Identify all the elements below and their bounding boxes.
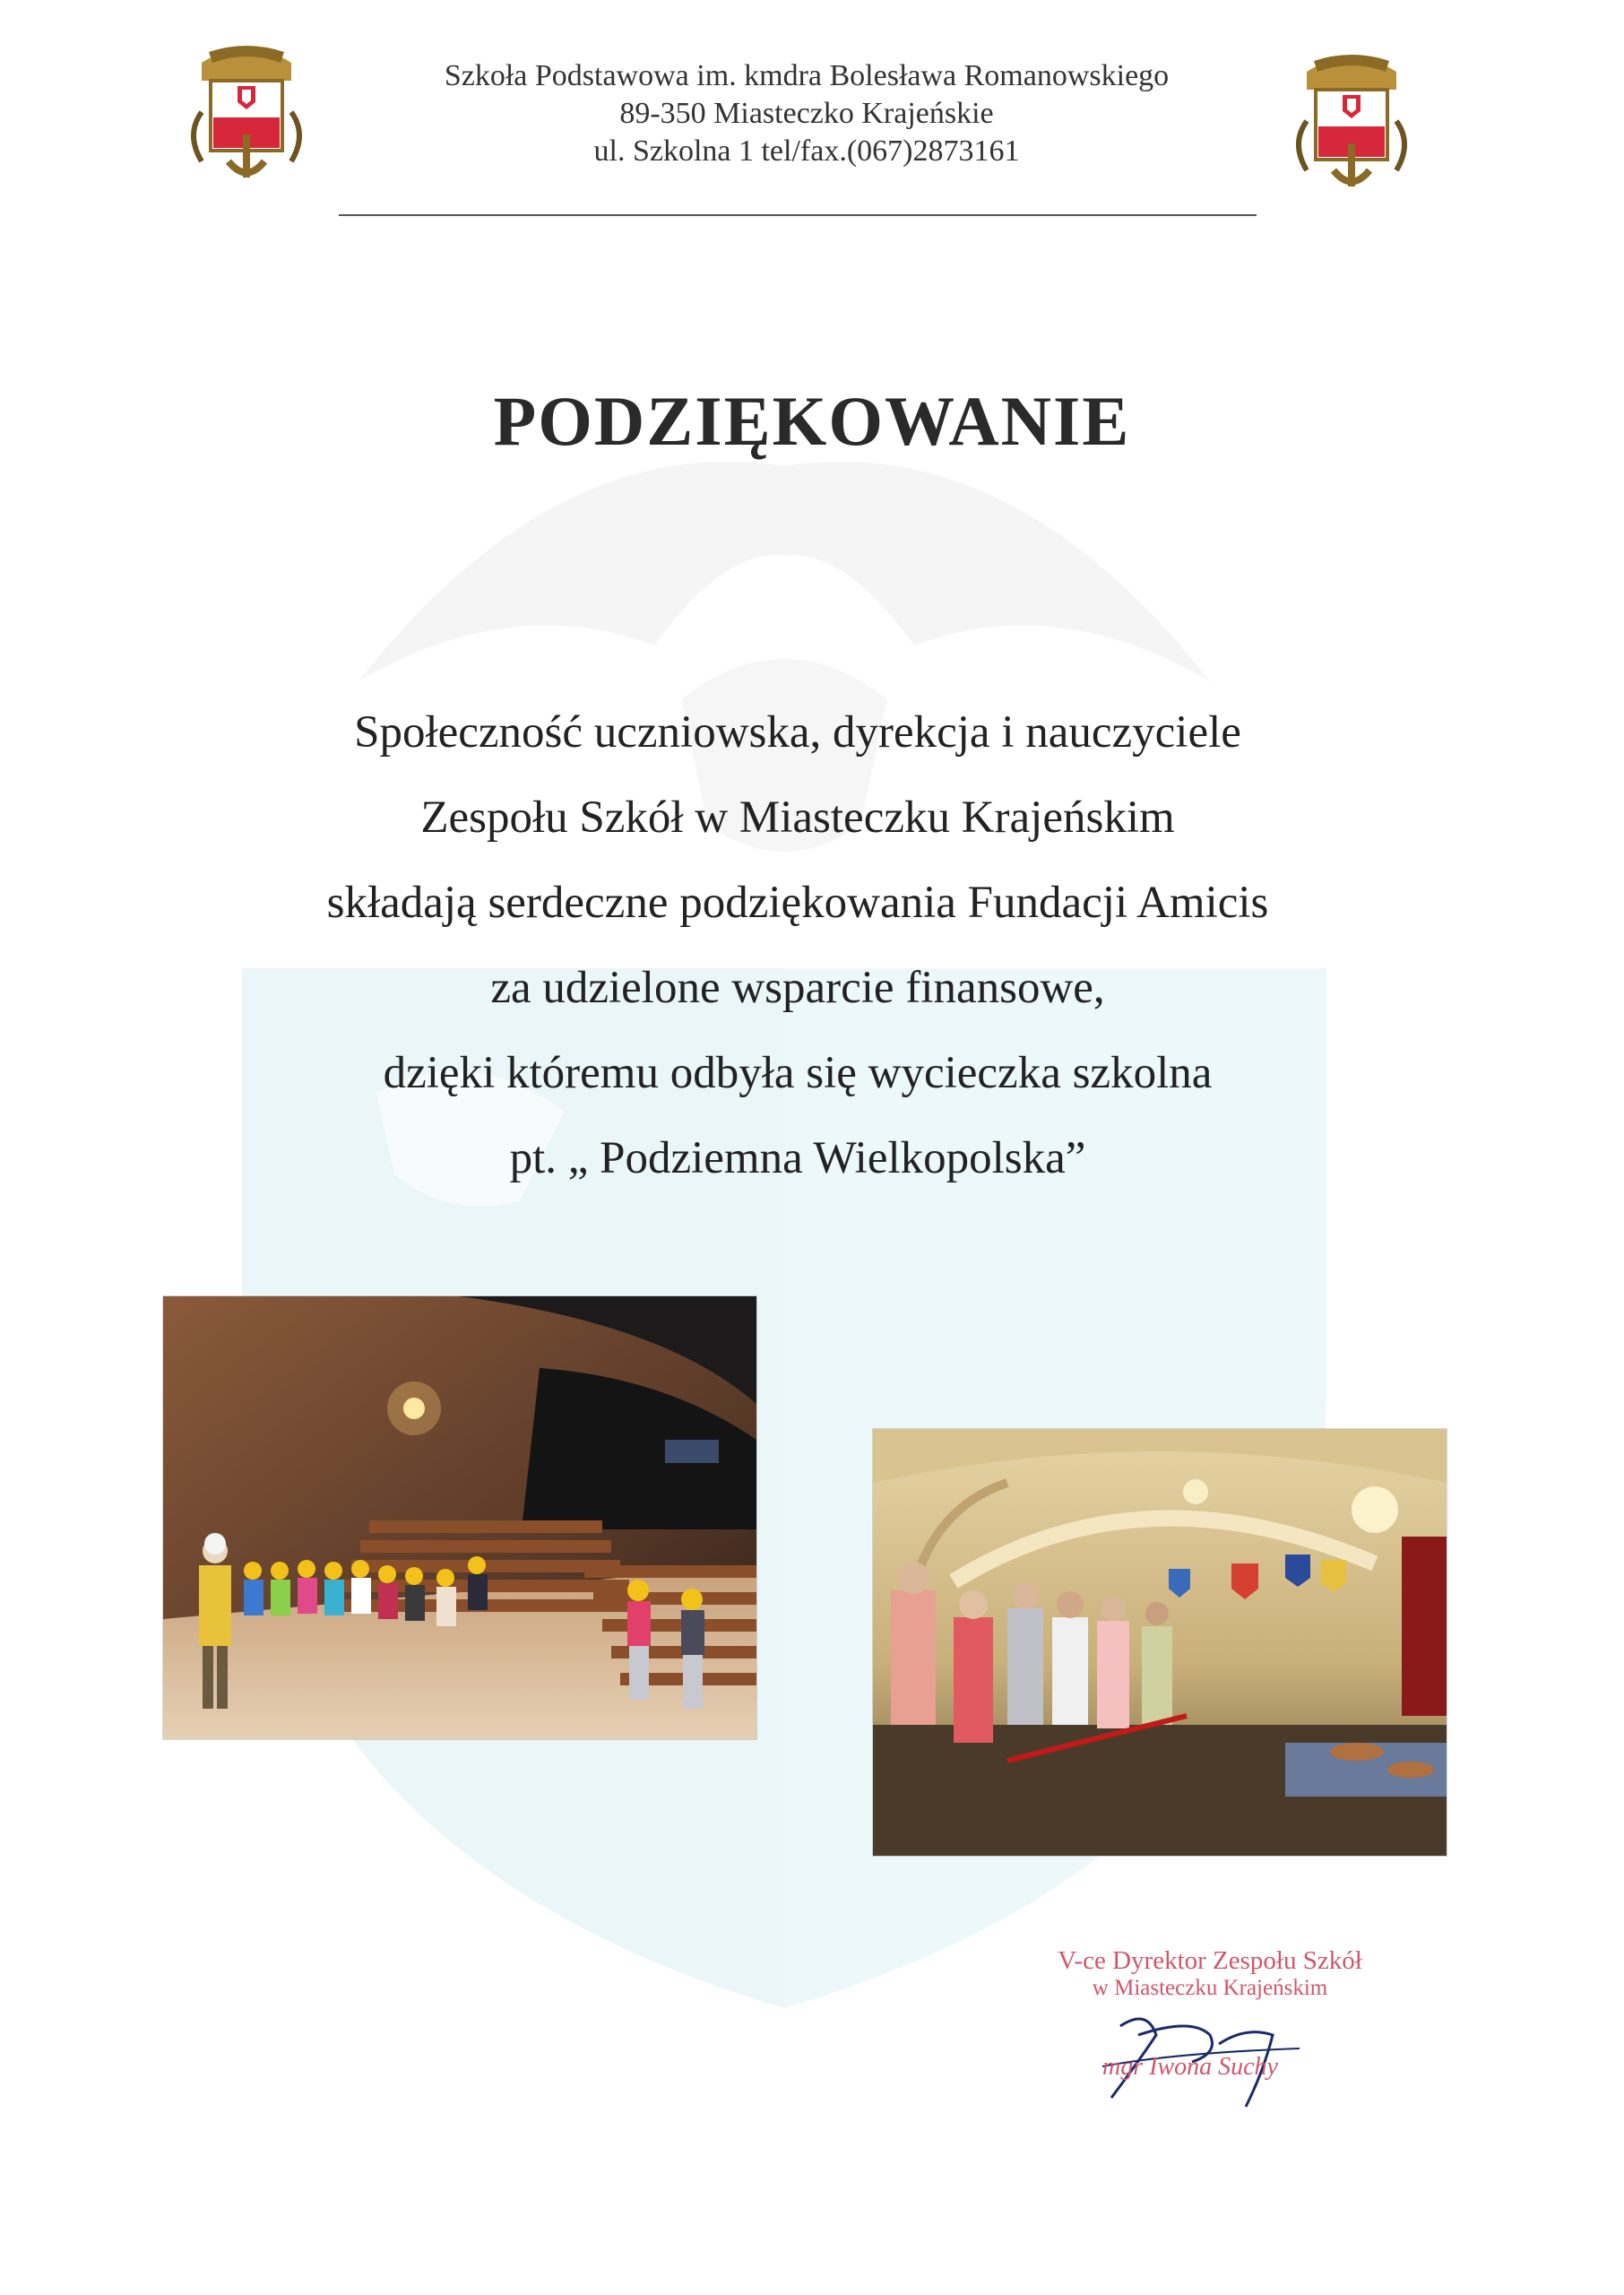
photo-underground-hall — [163, 1296, 756, 1739]
school-name: Szkoła Podstawowa im. kmdra Bolesława Romanowskiego — [444, 59, 1170, 92]
page-title: PODZIĘKOWANIE — [493, 382, 1131, 460]
photo-castle-hall — [873, 1429, 1447, 1856]
message-line: składają serdeczne podziękowania Fundacji Amicis — [326, 878, 1269, 928]
school-emblem-right — [1280, 36, 1423, 197]
school-emblem-left — [175, 27, 318, 188]
school-postal: 89-350 Miasteczko Krajeńskie — [619, 97, 994, 130]
message-line: Społeczność uczniowska, dyrekcja i nauczyciele — [354, 707, 1241, 758]
message-line: pt. „ Podziemna Wielkopolska” — [509, 1133, 1086, 1183]
message-line: Zespołu Szkół w Miasteczku Krajeńskim — [420, 792, 1175, 843]
message-line: dzięki któremu odbyła się wycieczka szkolna — [383, 1048, 1213, 1098]
signature-name: mgr Iwona Suchy — [1102, 2053, 1278, 2081]
message-line: za udzielone wsparcie finansowe, — [490, 963, 1105, 1013]
letterhead — [376, 57, 1237, 170]
signature-role: V-ce Dyrektor Zespołu Szkół — [1058, 1946, 1362, 1975]
school-contact: ul. Szkolna 1 tel/fax.(067)2873161 — [593, 134, 1020, 168]
header-divider — [339, 214, 1257, 216]
thanks-message — [143, 690, 1452, 1201]
signature-place: w Miasteczku Krajeńskim — [1092, 1976, 1328, 2000]
